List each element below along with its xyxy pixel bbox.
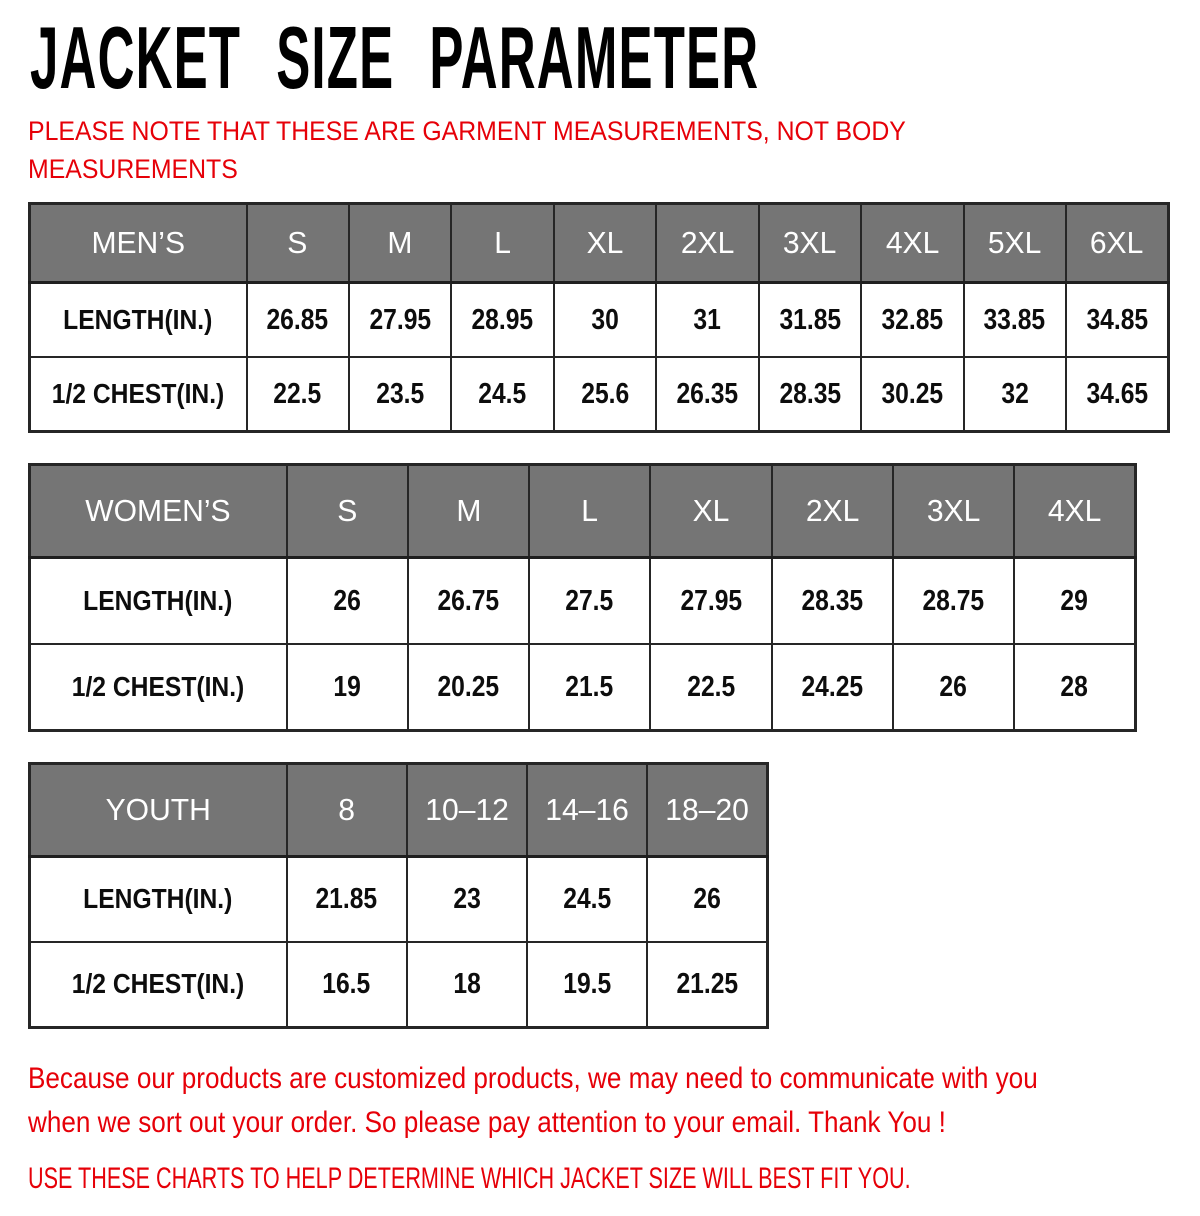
size-header-cell: L xyxy=(451,204,553,283)
size-header-cell: XL xyxy=(554,204,656,283)
size-header-cell: 3XL xyxy=(759,204,861,283)
size-header-cell: 2XL xyxy=(772,465,893,558)
table-row xyxy=(30,857,768,943)
size-header-cell: 4XL xyxy=(861,204,963,283)
value-cell: 26 xyxy=(647,857,767,943)
value-cell: 18 xyxy=(407,942,527,1028)
value-cell: 29 xyxy=(1014,558,1135,645)
value-cell: 32 xyxy=(964,357,1066,432)
value-cell: 23.5 xyxy=(349,357,451,432)
value-cell: 26.75 xyxy=(408,558,529,645)
value-cell: 28.95 xyxy=(451,283,553,358)
mens-header-row xyxy=(30,204,1169,283)
note-line: PLEASE NOTE THAT THESE ARE GARMENT MEASUREMENTS, NOT BODY xyxy=(28,115,906,146)
size-header-cell: 14–16 xyxy=(527,764,647,857)
size-header-cell: 10–12 xyxy=(407,764,527,857)
notice-line: when we sort out your order. So please pay attention to your email. Thank You ! xyxy=(28,1105,946,1139)
womens-title-cell: WOMEN’S xyxy=(30,465,287,558)
size-header-cell: 6XL xyxy=(1066,204,1169,283)
mens-size-table xyxy=(28,202,1170,433)
value-cell: 19.5 xyxy=(527,942,647,1028)
customization-notice xyxy=(28,1057,1172,1144)
garment-note xyxy=(28,112,1172,189)
page-title-text: JACKET SIZE PARAMETER xyxy=(30,8,760,107)
value-cell: 30.25 xyxy=(861,357,963,432)
value-cell: 26 xyxy=(287,558,408,645)
value-cell: 30 xyxy=(554,283,656,358)
value-cell: 22.5 xyxy=(650,644,771,731)
value-cell: 34.65 xyxy=(1066,357,1169,432)
size-header-cell: 18–20 xyxy=(647,764,767,857)
value-cell: 20.25 xyxy=(408,644,529,731)
womens-header-row xyxy=(30,465,1136,558)
table-row xyxy=(30,942,768,1028)
value-cell: 33.85 xyxy=(964,283,1066,358)
row-label-cell: LENGTH(IN.) xyxy=(30,857,287,943)
value-cell: 27.95 xyxy=(349,283,451,358)
size-header-cell: M xyxy=(349,204,451,283)
value-cell: 31.85 xyxy=(759,283,861,358)
value-cell: 28.75 xyxy=(893,558,1014,645)
table-row xyxy=(30,644,1136,731)
size-header-cell: M xyxy=(408,465,529,558)
mens-title-cell: MEN’S xyxy=(30,204,247,283)
value-cell: 21.85 xyxy=(287,857,407,943)
value-cell: 25.6 xyxy=(554,357,656,432)
value-cell: 28.35 xyxy=(772,558,893,645)
page-title xyxy=(30,8,1172,107)
value-cell: 26.85 xyxy=(247,283,349,358)
row-label-cell: LENGTH(IN.) xyxy=(30,283,247,358)
notice-line: Because our products are customized products, we may need to communicate with you xyxy=(28,1062,1038,1096)
value-cell: 24.5 xyxy=(527,857,647,943)
size-header-cell: 5XL xyxy=(964,204,1066,283)
size-header-cell: S xyxy=(287,465,408,558)
value-cell: 24.5 xyxy=(451,357,553,432)
value-cell: 27.95 xyxy=(650,558,771,645)
value-cell: 26.35 xyxy=(656,357,758,432)
youth-header-row xyxy=(30,764,768,857)
value-cell: 28 xyxy=(1014,644,1135,731)
row-label-cell: 1/2 CHEST(IN.) xyxy=(30,357,247,432)
youth-size-table xyxy=(28,762,769,1029)
womens-size-table xyxy=(28,463,1137,732)
value-cell: 23 xyxy=(407,857,527,943)
value-cell: 22.5 xyxy=(247,357,349,432)
youth-title-cell: YOUTH xyxy=(30,764,287,857)
note-line: MEASUREMENTS xyxy=(28,153,238,184)
table-row xyxy=(30,283,1169,358)
row-label-cell: LENGTH(IN.) xyxy=(30,558,287,645)
value-cell: 21.5 xyxy=(529,644,650,731)
size-header-cell: 8 xyxy=(287,764,407,857)
value-cell: 27.5 xyxy=(529,558,650,645)
page xyxy=(0,8,1200,1196)
size-header-cell: S xyxy=(247,204,349,283)
row-label-cell: 1/2 CHEST(IN.) xyxy=(30,942,287,1028)
value-cell: 16.5 xyxy=(287,942,407,1028)
table-row xyxy=(30,357,1169,432)
value-cell: 31 xyxy=(656,283,758,358)
value-cell: 28.35 xyxy=(759,357,861,432)
size-header-cell: XL xyxy=(650,465,771,558)
size-header-cell: L xyxy=(529,465,650,558)
fit-advice-line: USE THESE CHARTS TO HELP DETERMINE WHICH JACKET SIZE WILL BEST FIT YOU. xyxy=(28,1162,911,1196)
table-row xyxy=(30,558,1136,645)
value-cell: 21.25 xyxy=(647,942,767,1028)
value-cell: 26 xyxy=(893,644,1014,731)
size-header-cell: 4XL xyxy=(1014,465,1135,558)
size-header-cell: 2XL xyxy=(656,204,758,283)
size-header-cell: 3XL xyxy=(893,465,1014,558)
value-cell: 24.25 xyxy=(772,644,893,731)
value-cell: 19 xyxy=(287,644,408,731)
value-cell: 32.85 xyxy=(861,283,963,358)
row-label-cell: 1/2 CHEST(IN.) xyxy=(30,644,287,731)
value-cell: 34.85 xyxy=(1066,283,1169,358)
